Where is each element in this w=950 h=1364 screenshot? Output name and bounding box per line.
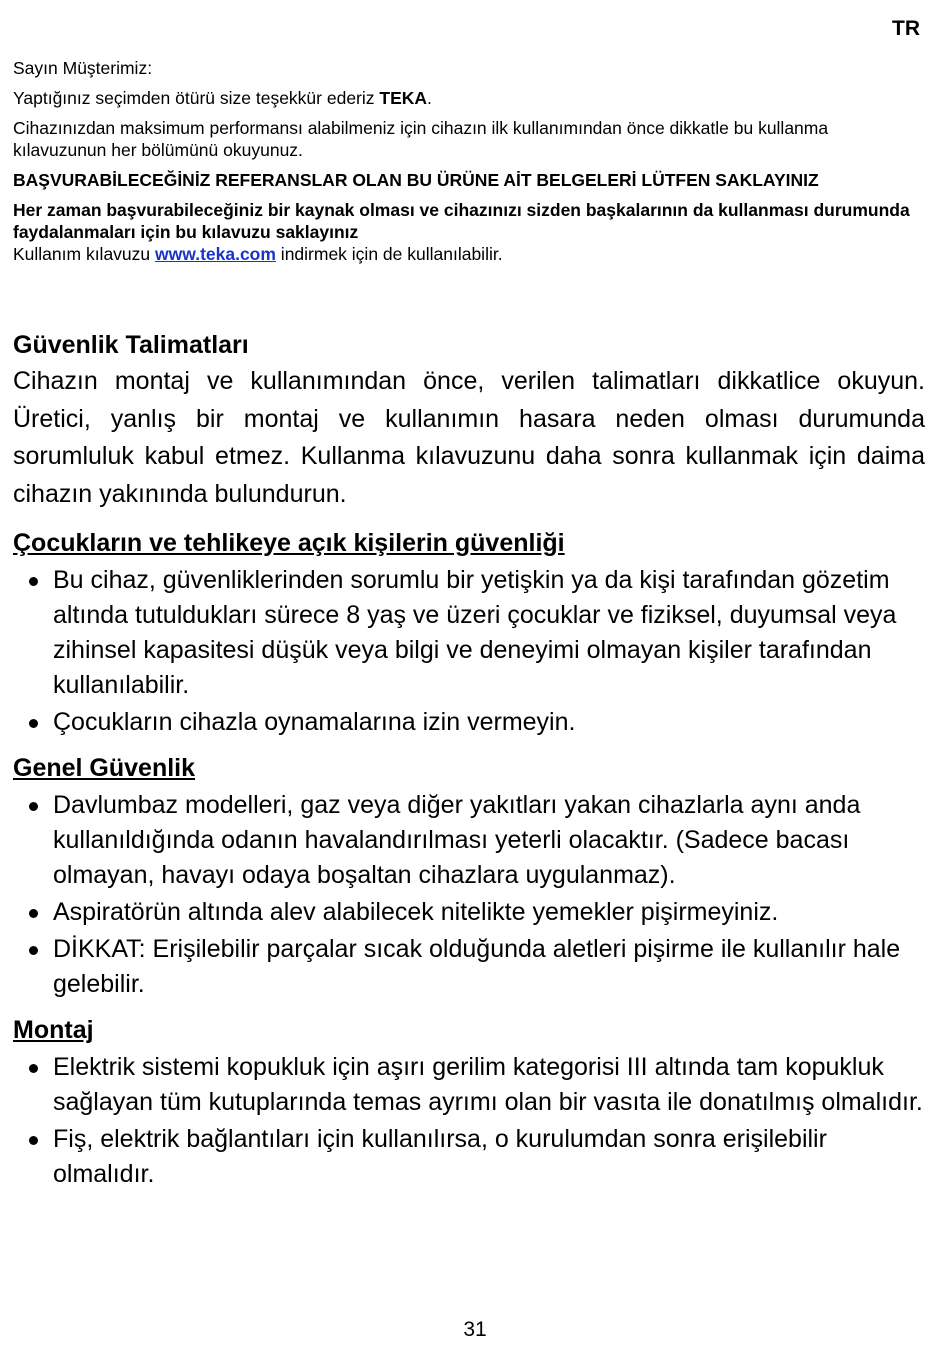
main-content [13, 330, 925, 1194]
bullet-list [13, 563, 925, 740]
language-code: TR [892, 17, 920, 40]
thanks-suffix: . [427, 88, 432, 108]
bullet-list [13, 788, 925, 1002]
download-suffix: indirmek için de kullanılabilir. [275, 244, 503, 264]
list-item [13, 1050, 925, 1120]
list-item [13, 1122, 925, 1192]
thanks-line [13, 87, 923, 109]
teka-website-link[interactable]: www.teka.com [155, 244, 276, 264]
keep-documents-notice: BAŞVURABİLECEĞİNİZ REFERANSLAR OLAN BU ÜRÜNE AİT BELGELERİ LÜTFEN SAKLAYINIZ [13, 170, 819, 190]
download-line [13, 243, 923, 265]
bullet-icon [29, 1064, 38, 1073]
list-item-text: Davlumbaz modelleri, gaz veya diğer yakıtları yakan cihazlarla aynı anda kullanıldığında odanın havalandırılması yeterli olacaktır. (Sadece bacası olmayan, havayı odaya boşaltan cihazlara uygulanmaz). [53, 791, 861, 889]
brand-name: TEKA [379, 88, 428, 108]
bullet-icon [29, 1136, 38, 1145]
list-item-text: Fiş, elektrik bağlantıları için kullanılırsa, o kurulumdan sonra erişilebilir olmalıdır. [53, 1125, 827, 1188]
greeting: Sayın Müşterimiz: [13, 58, 153, 78]
section-title: Genel Güvenlik [13, 754, 196, 782]
safety-title: Güvenlik Talimatları [13, 331, 249, 359]
list-item [13, 563, 925, 703]
bullet-icon [29, 577, 38, 586]
list-item [13, 895, 925, 930]
thanks-prefix: Yaptığınız seçimden ötürü size teşekkür ederiz [13, 88, 380, 108]
bullet-icon [29, 719, 38, 728]
bullet-list [13, 1050, 925, 1192]
list-item-text: Elektrik sistemi kopukluk için aşırı gerilim kategorisi III altında tam kopukluk sağlayan tüm kutuplarında temas ayrımı olan bir vasıta ile donatılmış olmalıdır. [53, 1053, 923, 1116]
bullet-icon [29, 909, 38, 918]
list-item-text: Aspiratörün altında alev alabilecek nitelikte yemekler pişirmeyiniz. [53, 898, 779, 926]
section-title: Çocukların ve tehlikeye açık kişilerin güvenliği [13, 529, 565, 557]
download-prefix: Kullanım kılavuzu [13, 244, 156, 264]
list-item-text: Bu cihaz, güvenliklerinden sorumlu bir yetişkin ya da kişi tarafından gözetim altında tutuldukları sürece 8 yaş ve üzeri çocuklar ve fiziksel, duyumsal veya zihinsel kapasitesi düşük veya bilgi ve deneyimi olmayan kişiler tarafından kullanılabilir. [53, 566, 897, 699]
list-item [13, 705, 925, 740]
list-item-text: Çocukların cihazla oynamalarına izin vermeyin. [53, 708, 576, 736]
safety-lead: Cihazın montaj ve kullanımından önce, verilen talimatları dikkatlice okuyun. Üretici, yanlış bir montaj ve kullanımın hasara neden olması durumunda sorumluluk kabul etmez. Kullanma kılavuzunu daha sonra kullanmak için daima cihazın yakınında bulundurun. [13, 367, 925, 508]
bullet-icon [29, 946, 38, 955]
intro-block [13, 57, 923, 265]
list-item-text: DİKKAT: Erişilebilir parçalar sıcak olduğunda aletleri pişirme ile kullanılır hale gelebilir. [53, 935, 901, 998]
keep-manual-notice: Her zaman başvurabileceğiniz bir kaynak olması ve cihazınızı sizden başkalarının da kullanması durumunda faydalanmaları için bu kılavuzu saklayınız [13, 200, 910, 242]
section-title: Montaj [13, 1016, 94, 1044]
page-number: 31 [463, 1318, 487, 1341]
bullet-icon [29, 802, 38, 811]
list-item [13, 788, 925, 893]
list-item [13, 932, 925, 1002]
read-manual-text: Cihazınızdan maksimum performansı alabilmeniz için cihazın ilk kullanımından önce dikkatle bu kullanma kılavuzunun her bölümünü okuyunuz. [13, 118, 829, 160]
